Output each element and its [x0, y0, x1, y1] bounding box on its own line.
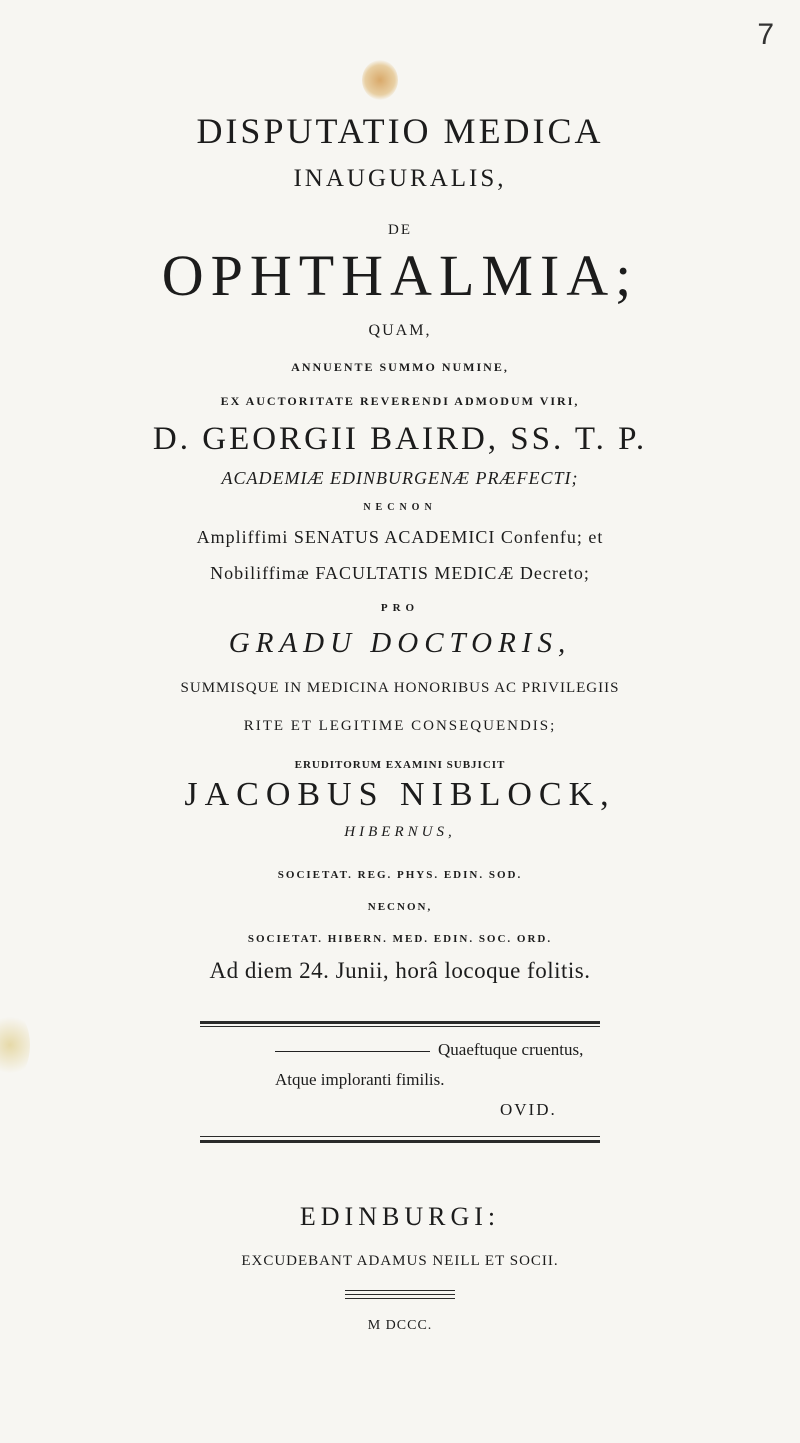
- pro-label: PRO: [380, 602, 420, 614]
- societat-line-2: SOCIETAT. HIBERN. MED. EDIN. SOC. ORD.: [247, 933, 553, 945]
- quote-line-1: [275, 1040, 583, 1060]
- divider-top: [200, 1021, 600, 1024]
- annuente-line: ANNUENTE SUMMO NUMINE,: [291, 360, 509, 374]
- city-line: EDINBURGI:: [299, 1202, 501, 1231]
- quam-label: QUAM,: [368, 322, 432, 339]
- senatus-line: Ampliffimi SENATUS ACADEMICI Confenfu; et: [196, 527, 604, 547]
- summisque-line: SUMMISQUE IN MEDICINA HONORIBUS AC PRIVILEGIIS: [180, 680, 620, 696]
- year-rule-3: [345, 1298, 455, 1299]
- title-line-2: INAUGURALIS,: [293, 165, 507, 192]
- year-rule-2: [345, 1294, 455, 1295]
- page-marker: 7: [757, 18, 774, 51]
- necnon-label-1: NECNON: [363, 502, 437, 513]
- year-line: M DCCC.: [367, 1318, 433, 1333]
- facultatis-line: Nobiliffimæ FACULTATIS MEDICÆ Decreto;: [210, 563, 590, 583]
- gradu-doctoris: GRADU DOCTORIS,: [228, 627, 572, 659]
- date-line: Ad diem 24. Junii, horâ locoque folitis.: [209, 958, 591, 983]
- societat-line-1: SOCIETAT. REG. PHYS. EDIN. SOD.: [277, 869, 523, 881]
- printer-line: EXCUDEBANT ADAMUS NEILL ET SOCII.: [241, 1253, 559, 1269]
- person-name: D. GEORGII BAIRD, SS. T. P.: [152, 421, 648, 457]
- necnon-label-2: NECNON,: [367, 901, 433, 913]
- quote-text-1: Quaeftuque cruentus,: [438, 1040, 584, 1059]
- divider-bottom: [200, 1140, 600, 1143]
- divider-bottom-thin: [200, 1136, 600, 1137]
- author-name: JACOBUS NIBLOCK,: [184, 776, 616, 813]
- auctoritate-line: EX AUCTORITATE REVERENDI ADMODUM VIRI,: [220, 394, 580, 408]
- subject-title: OPHTHALMIA;: [161, 243, 639, 308]
- quote-dash: [275, 1051, 430, 1052]
- year-rule-1: [345, 1290, 455, 1291]
- quote-author: OVID.: [500, 1100, 557, 1119]
- title-line-1: DISPUTATIO MEDICA: [196, 111, 604, 151]
- eruditorum-line: ERUDITORUM EXAMINI SUBJICIT: [294, 759, 506, 771]
- quote-line-2: Atque imploranti fimilis.: [275, 1070, 445, 1089]
- ink-stain: [362, 60, 398, 100]
- de-label: DE: [388, 222, 412, 238]
- ink-stain-left: [0, 1010, 30, 1080]
- hibernus-line: HIBERNUS,: [344, 824, 456, 840]
- academiae-line: ACADEMIÆ EDINBURGENÆ PRÆFECTI;: [221, 468, 579, 488]
- divider-top-thin: [200, 1026, 600, 1027]
- rite-line: RITE ET LEGITIME CONSEQUENDIS;: [243, 718, 557, 734]
